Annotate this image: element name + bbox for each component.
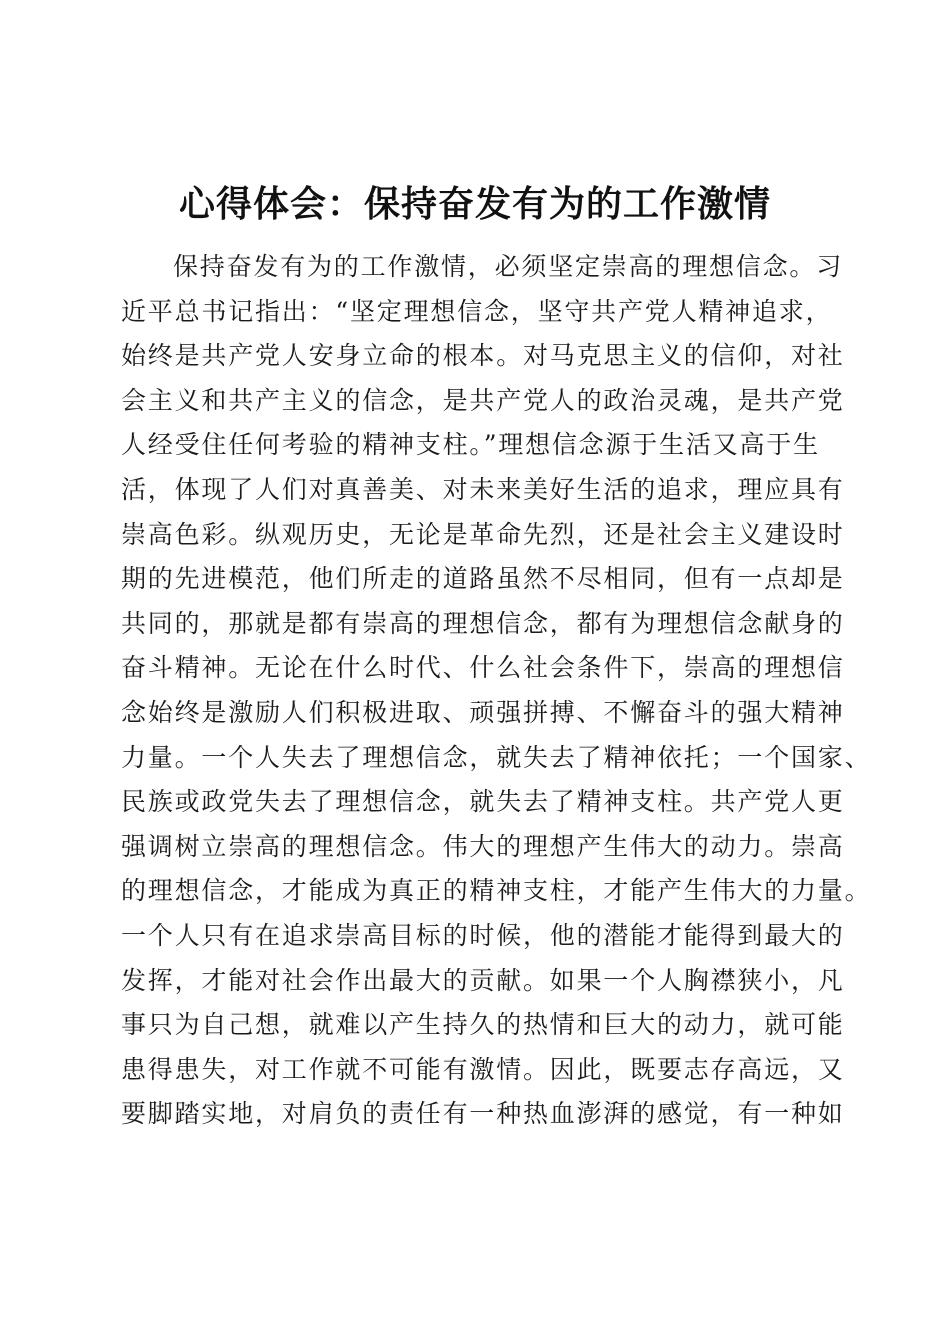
- body-line: 强调树立崇高的理想信念。伟大的理想产生伟大的动力。崇高: [121, 831, 845, 861]
- body-line: 发挥，才能对社会作出最大的贡献。如果一个人胸襟狭小，凡: [121, 965, 845, 995]
- body-line: 要脚踏实地，对肩负的责任有一种热血澎湃的感觉，有一种如: [121, 1099, 845, 1129]
- document-title: 心得体会：保持奋发有为的工作激情: [178, 183, 771, 225]
- body-line: 奋斗精神。无论在什么时代、什么社会条件下，崇高的理想信: [121, 653, 845, 683]
- body-line: 崇高色彩。纵观历史，无论是革命先烈，还是社会主义建设时: [121, 519, 845, 549]
- body-line: 共同的，那就是都有崇高的理想信念，都有为理想信念献身的: [121, 608, 845, 638]
- body-line: 会主义和共产主义的信念，是共产党人的政治灵魂，是共产党: [121, 385, 845, 415]
- body-line: 保持奋发有为的工作激情，必须坚定崇高的理想信念。习: [173, 252, 844, 281]
- body-line: 念始终是激励人们积极进取、顽强拼搏、不懈奋斗的强大精神: [121, 697, 845, 727]
- body-line: 期的先进模范，他们所走的道路虽然不尽相同，但有一点却是: [121, 564, 845, 594]
- body-line: 的理想信念，才能成为真正的精神支柱，才能产生伟大的力量。: [121, 876, 872, 906]
- body-line: 人经受住任何考验的精神支柱。”理想信念源于生活又高于生: [121, 430, 820, 460]
- body-line: 民族或政党失去了理想信念，就失去了精神支柱。共产党人更: [121, 787, 845, 817]
- body-line: 活，体现了人们对真善美、对未来美好生活的追求，理应具有: [121, 474, 845, 504]
- document-body: [121, 245, 872, 1137]
- body-line: 近平总书记指出：“坚定理想信念，坚守共产党人精神追求，: [121, 296, 833, 326]
- body-line: 始终是共产党人安身立命的根本。对马克思主义的信仰，对社: [121, 341, 845, 371]
- body-line: 事只为自己想，就难以产生持久的热情和巨大的动力，就可能: [121, 1010, 845, 1040]
- body-line: 一个人只有在追求崇高目标的时候，他的潜能才能得到最大的: [121, 920, 845, 950]
- body-line: 患得患失，对工作就不可能有激情。因此，既要志存高远，又: [121, 1054, 845, 1084]
- body-line: 力量。一个人失去了理想信念，就失去了精神依托；一个国家、: [121, 742, 872, 772]
